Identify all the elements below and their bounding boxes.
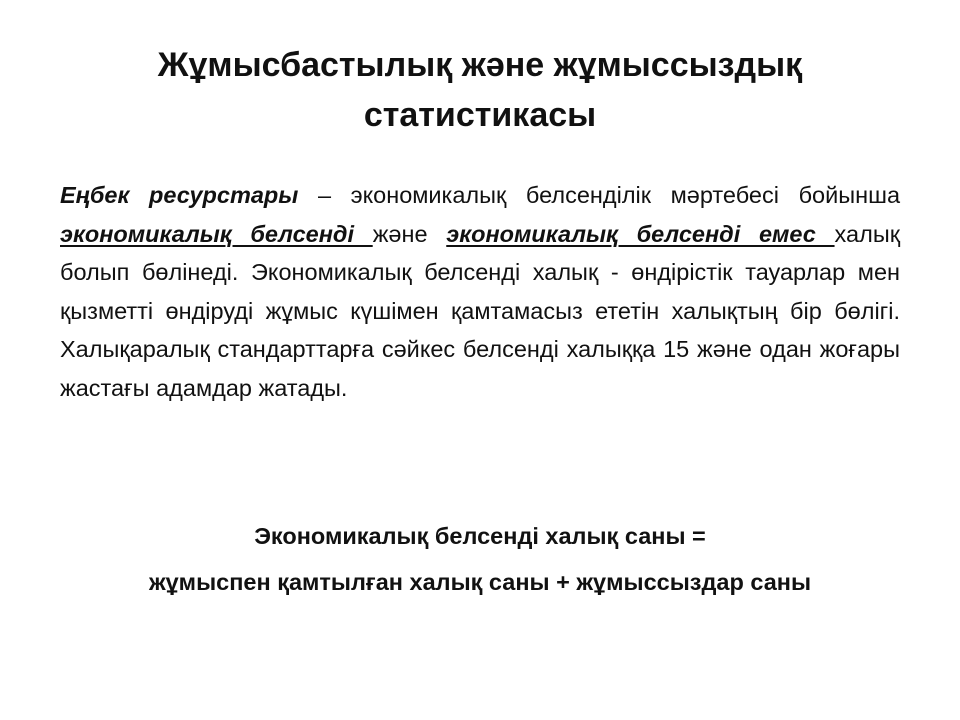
- body-paragraph: [60, 176, 900, 407]
- formula-line-2: жұмыспен қамтылған халық саны + жұмыссыздар саны: [148, 569, 812, 595]
- formula-line-1: Экономикалық белсенді халық саны =: [254, 523, 706, 549]
- paragraph-text-2: және: [372, 220, 447, 247]
- underlined-term-inactive: экономикалық белсенді емес: [446, 220, 835, 247]
- slide-title: Жұмысбастылық және жұмыссыздық статистикасы: [157, 46, 803, 134]
- term-labor-resources: Еңбек ресурстары: [60, 182, 299, 208]
- paragraph-text-3: халық болып бөлінеді. Экономикалық белсенді халық - өндірістік тауарлар мен қызметті өндіруді жұмыс күшімен қамтамасыз ететін халықтың бір бөлігі. Халықаралық стандарттарға сәйкес белсенді халыққа 15 және одан жоғары жастағы адамдар жатады.: [60, 220, 900, 401]
- underlined-term-active: экономикалық белсенді: [60, 220, 373, 247]
- paragraph-text-1: – экономикалық белсенділік мәртебесі бойынша: [298, 182, 901, 208]
